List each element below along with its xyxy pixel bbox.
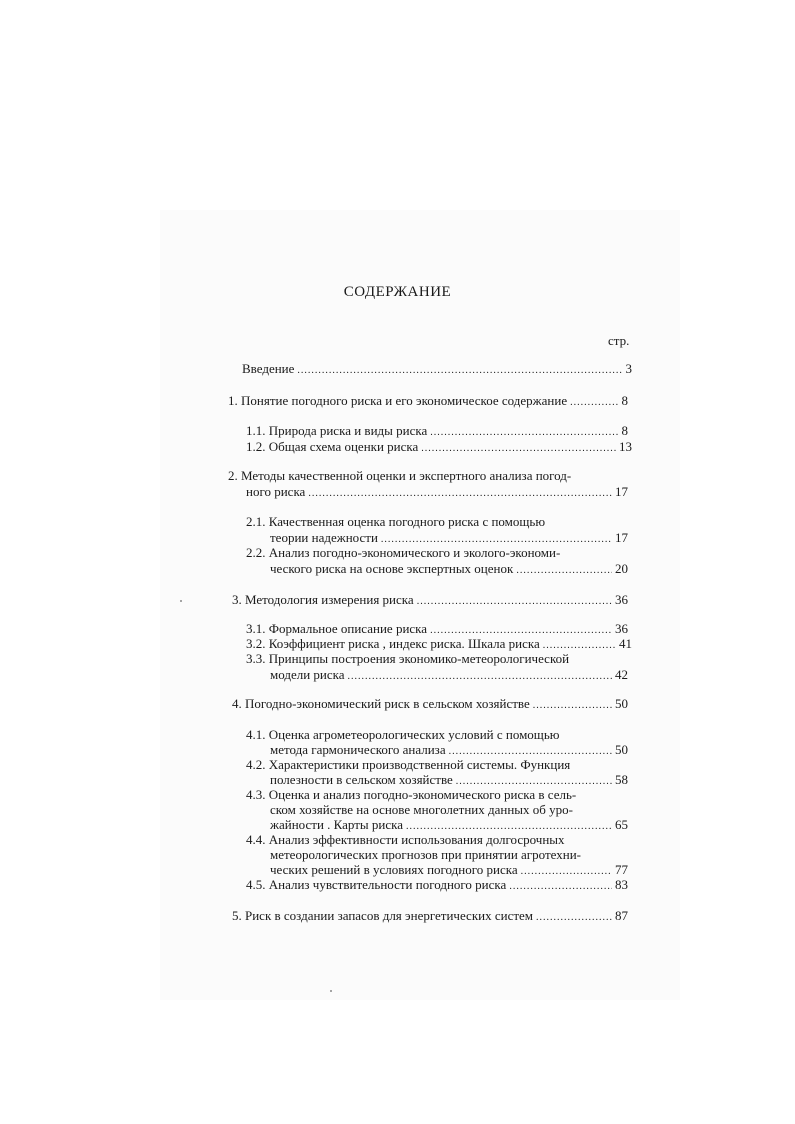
toc-entry-title: 1.1. Природа риска и виды риска [246,423,428,438]
toc-entry-page: 17 [615,484,628,499]
toc-entry-title: ного риска [246,484,306,499]
dot-leader [348,669,612,685]
toc-entry-page: 87 [615,908,628,923]
toc-entry-page: 8 [621,393,628,408]
toc-entry-title: метода гармонического анализа [270,742,446,757]
toc-entry-title: 5. Риск в создании запасов для энергетических систем [232,908,534,923]
toc-entry-page: 36 [615,621,628,636]
dot-leader [509,879,612,895]
scan-speck [330,990,332,992]
toc-entry-ch3 [232,592,628,610]
toc-entry-s4-5 [246,877,628,895]
toc-entry-title: Введение [242,361,295,376]
toc-entry-page: 36 [615,592,628,607]
toc-entry-page: 13 [619,439,632,454]
dot-leader [536,910,612,926]
toc-entry-s1-2 [246,439,632,457]
page-column-label: стр. [608,333,630,348]
dot-leader [421,441,616,457]
toc-entry-s4-3-line1: 4.3. Оценка и анализ погодно-экономического риска в сель- [246,787,577,802]
toc-entry-title: 4.5. Анализ чувствительности погодного риска [246,877,507,892]
toc-entry-ch2 [246,484,628,502]
toc-entry-s3-3-line1: 3.3. Принципы построения экономико-метеорологической [246,651,570,666]
toc-entry-page: 50 [615,742,628,757]
dot-leader [570,395,618,411]
toc-entry-s4-2-line1: 4.2. Характеристики производственной системы. Функция [246,757,571,772]
toc-entry-title: жайности . Карты риска [270,817,404,832]
toc-entry-s4-3-line2: ском хозяйстве на основе многолетних данных об уро- [270,802,573,817]
toc-entry-intro [242,361,632,379]
toc-entry-ch4 [232,696,628,714]
toc-entry-title: 1.2. Общая схема оценки риска [246,439,419,454]
toc-entry-page: 58 [615,772,628,787]
toc-entry-ch2-line1: 2. Методы качественной оценки и экспертного анализа погод- [228,468,572,483]
toc-entry-s2-2-line1: 2.2. Анализ погодно-экономического и эколого-экономи- [246,545,561,560]
toc-entry-page: 3 [625,361,632,376]
dot-leader [417,594,612,610]
toc-entry-s3-3 [270,667,628,685]
toc-entry-title: ческих решений в условиях погодного риска [270,862,518,877]
scan-speck [180,600,182,602]
toc-entry-page: 50 [615,696,628,711]
toc-entry-title: теории надежности [270,530,378,545]
toc-entry-s4-1-line1: 4.1. Оценка агрометеорологических условий с помощью [246,727,560,742]
toc-entry-title: 4. Погодно-экономический риск в сельском хозяйстве [232,696,530,711]
toc-entry-title: ческого риска на основе экспертных оценок [270,561,514,576]
toc-entry-title: 1. Понятие погодного риска и его экономическое содержание [228,393,568,408]
dot-leader [297,363,622,379]
dot-leader [516,563,612,579]
toc-entry-title: модели риска [270,667,345,682]
toc-entry-page: 65 [615,817,628,832]
toc-entry-page: 77 [615,862,628,877]
toc-entry-ch5 [232,908,628,926]
toc-entry-page: 42 [615,667,628,682]
toc-entry-title: 3. Методология измерения риска [232,592,414,607]
toc-entry-title: полезности в сельском хозяйстве [270,772,453,787]
toc-entry-page: 17 [615,530,628,545]
dot-leader [533,698,612,714]
toc-entry-ch1 [228,393,628,411]
toc-entry-title: 3.1. Формальное описание риска [246,621,428,636]
toc-entry-page: 41 [619,636,632,651]
toc-entry-title: 3.2. Коэффициент риска , индекс риска. Шкала риска [246,636,540,651]
toc-entry-page: 83 [615,877,628,892]
toc-entry-s4-4-line2: метеорологических прогнозов при принятии агротехни- [270,847,581,862]
toc-entry-page: 8 [621,423,628,438]
page-title: СОДЕРЖАНИЕ [343,284,452,300]
toc-entry-page: 20 [615,561,628,576]
toc-entry-s4-4-line1: 4.4. Анализ эффективности использования долгосрочных [246,832,565,847]
toc-entry-s2-1-line1: 2.1. Качественная оценка погодного риска с помощью [246,514,546,529]
dot-leader [308,486,612,502]
toc-entry-s2-2 [270,561,628,579]
